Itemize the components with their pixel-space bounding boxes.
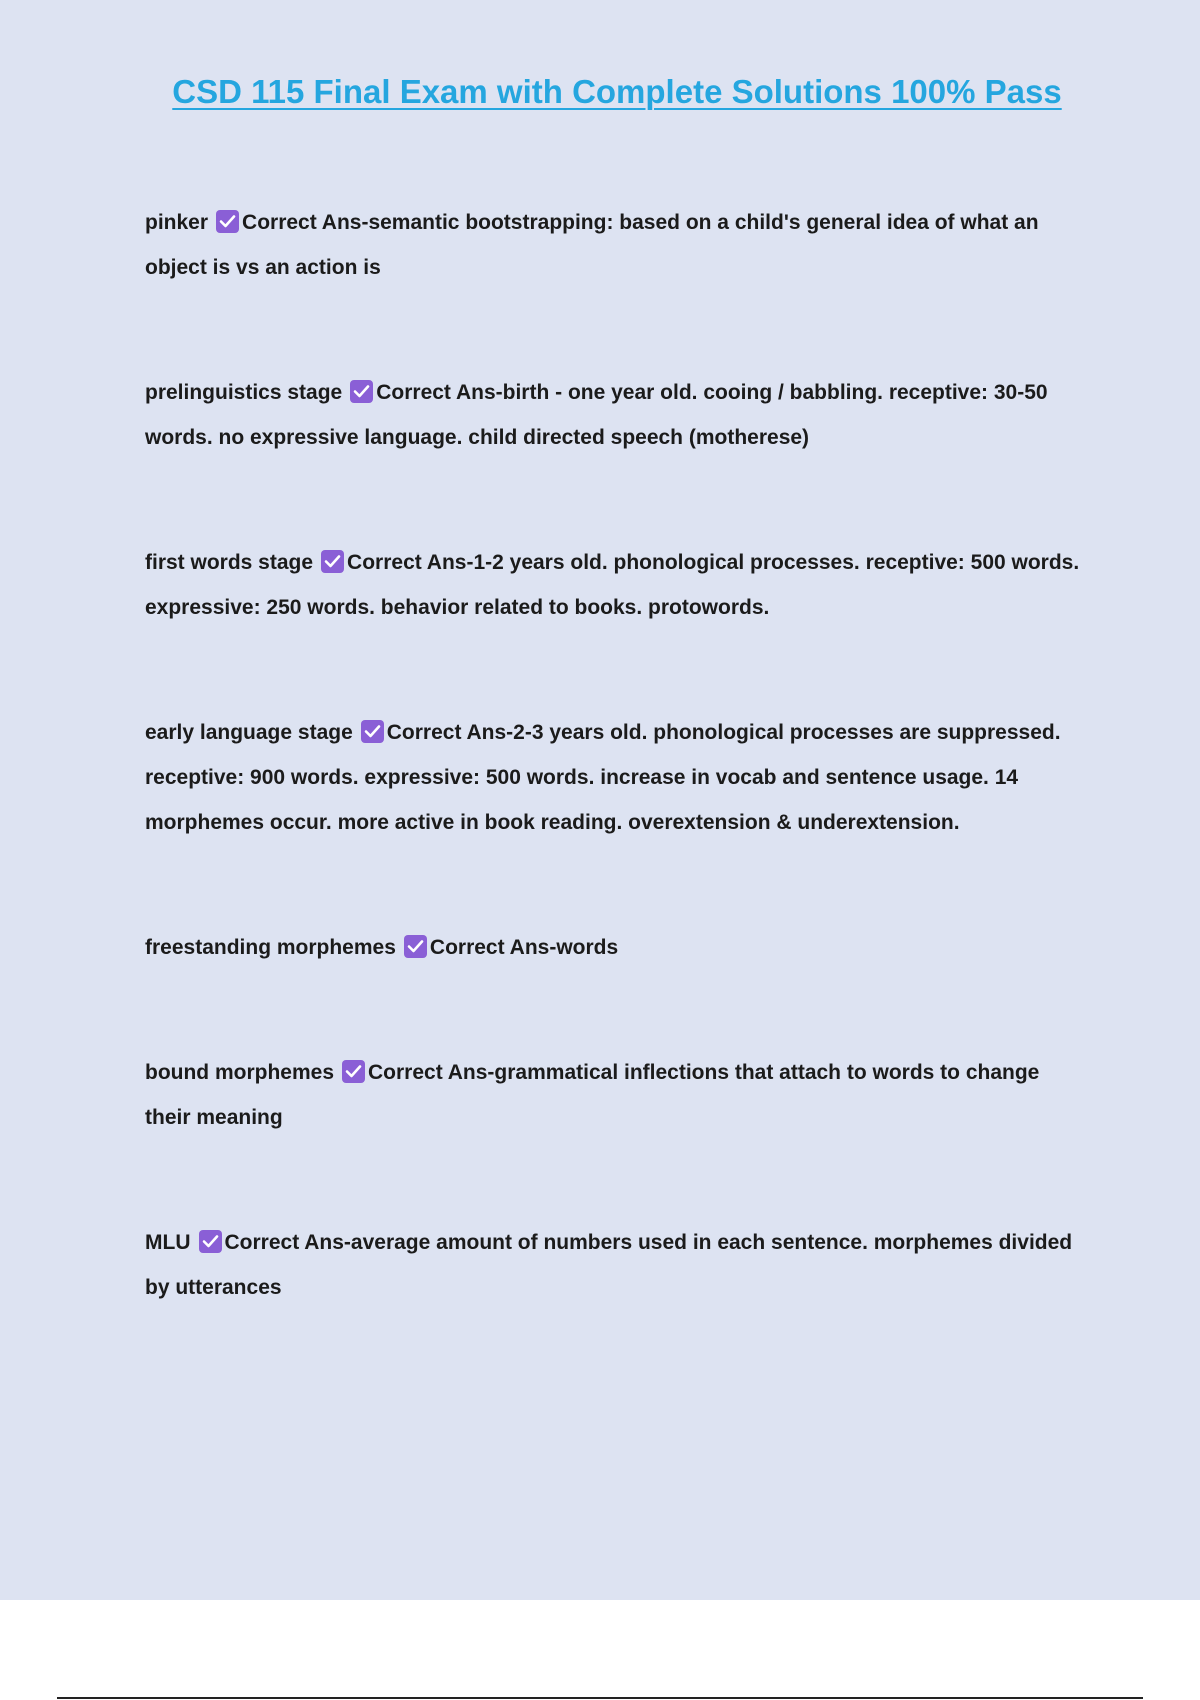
qa-item-early-language-stage	[145, 710, 1085, 845]
qa-item-first-words-stage	[145, 540, 1085, 630]
qa-answer: Correct Ans-words	[429, 936, 619, 959]
check-box-icon	[350, 380, 373, 403]
qa-answer: Correct Ans-birth - one year old. cooing / babbling. receptive: 30-50 words. no expressive language. child directed speech (motherese)	[145, 381, 1048, 449]
qa-term: bound morphemes	[145, 1061, 335, 1084]
check-box-icon	[342, 1060, 365, 1083]
qa-term: freestanding morphemes	[145, 936, 396, 959]
qa-item-freestanding-morphemes	[145, 925, 1085, 970]
qa-answer: Correct Ans-grammatical inflections that attach to words to change their meaning	[145, 1061, 1040, 1129]
qa-term: pinker	[145, 211, 209, 234]
document-title[interactable]: CSD 115 Final Exam with Complete Solutions 100% Pass	[172, 73, 1062, 110]
qa-term: early language stage	[145, 721, 353, 744]
qa-item-bound-morphemes	[145, 1050, 1085, 1140]
qa-item-mlu	[145, 1220, 1085, 1310]
qa-answer: Correct Ans-average amount of numbers used in each sentence. morphemes divided by utterances	[145, 1231, 1073, 1299]
check-box-icon	[361, 720, 384, 743]
qa-term: first words stage	[145, 551, 314, 574]
check-box-icon	[199, 1230, 222, 1253]
qa-item-pinker	[145, 200, 1085, 290]
check-box-icon	[404, 935, 427, 958]
footer-divider	[57, 1697, 1143, 1699]
qa-answer: Correct Ans-1-2 years old. phonological processes. receptive: 500 words. expressive: 250 words. behavior related to books. protowords.	[145, 551, 1080, 619]
check-box-icon	[216, 210, 239, 233]
qa-answer: Correct Ans-semantic bootstrapping: based on a child's general idea of what an object is vs an action is	[145, 211, 1039, 279]
qa-term: prelinguistics stage	[145, 381, 343, 404]
check-box-icon	[321, 550, 344, 573]
qa-term: MLU	[145, 1231, 191, 1254]
qa-answer: Correct Ans-2-3 years old. phonological processes are suppressed. receptive: 900 words. expressive: 500 words. increase in vocab and sentence usage. 14 morphemes occur. more active in book reading. overextension & underextension.	[145, 721, 1061, 834]
qa-item-prelinguistics-stage	[145, 370, 1085, 460]
